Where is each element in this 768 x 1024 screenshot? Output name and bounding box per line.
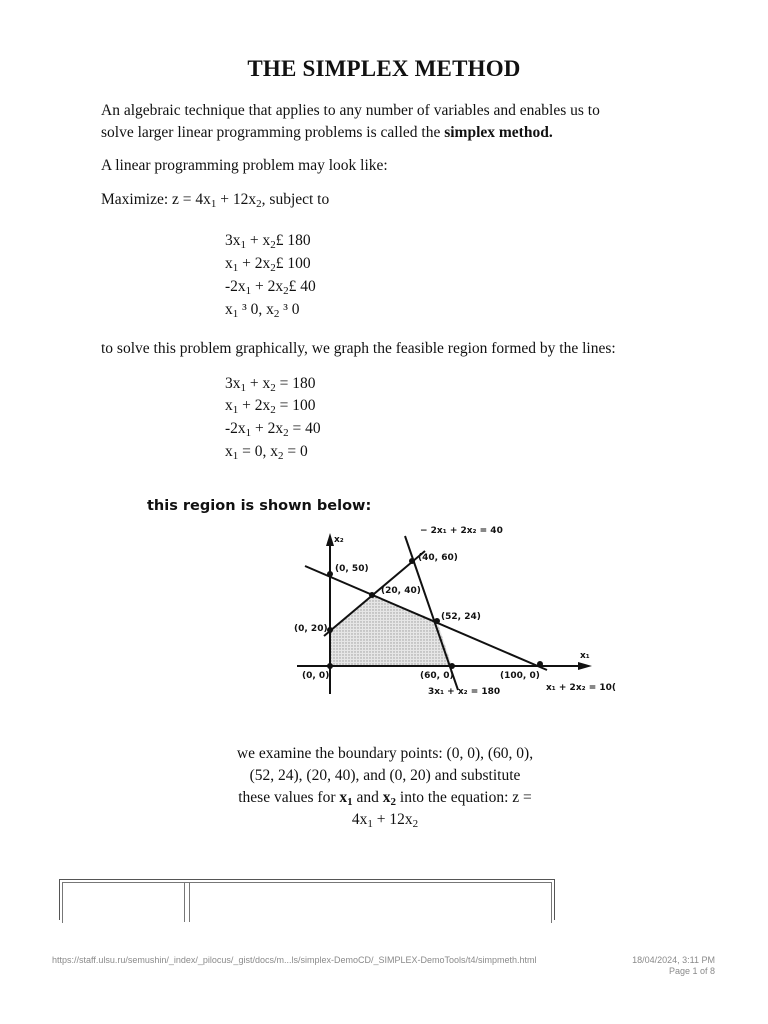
page-title: THE SIMPLEX METHOD bbox=[247, 56, 521, 81]
term: + 2x bbox=[238, 255, 271, 272]
subscript: 1 bbox=[210, 198, 217, 210]
objective-mid: + 12x bbox=[216, 191, 257, 208]
term: -2x bbox=[225, 278, 246, 295]
footer-datetime: 18/04/2024, 3:11 PM bbox=[632, 955, 715, 965]
line-label-3x1-x2: 3x₁ + x₂ = 180 bbox=[428, 687, 501, 697]
subscript: 1 bbox=[245, 427, 252, 439]
vertex-point bbox=[537, 661, 543, 667]
term: x bbox=[225, 397, 233, 414]
examine-and: and bbox=[352, 789, 383, 806]
vertex-point bbox=[434, 618, 440, 624]
point-label: (0, 0) bbox=[302, 671, 330, 681]
table-column-separator bbox=[184, 882, 190, 922]
subscript: 1 bbox=[347, 796, 353, 808]
subscript: 2 bbox=[278, 450, 284, 462]
examine-paragraph bbox=[200, 743, 570, 831]
var-x1: x bbox=[339, 789, 348, 806]
subscript: 1 bbox=[232, 262, 239, 274]
term: = 0 bbox=[283, 443, 308, 460]
may-look-text: A linear programming problem may look like: bbox=[101, 157, 388, 174]
footer-url: https://staff.ulsu.ru/semushin/_index/_pilocus/_gist/docs/m...ls/simplex-DemoCD/_SIMPLEX-DemoTools/t4/simpmeth.html bbox=[52, 955, 537, 965]
term: x bbox=[225, 301, 233, 318]
term: x bbox=[225, 443, 233, 460]
x-axis-label: x₁ bbox=[580, 651, 590, 661]
vertex-point bbox=[327, 663, 333, 669]
point-label: (0, 20) bbox=[294, 624, 328, 634]
term: + 2x bbox=[251, 278, 284, 295]
subscript: 1 bbox=[240, 382, 246, 394]
point-label: (100, 0) bbox=[500, 671, 540, 681]
term: x bbox=[225, 255, 233, 272]
y-axis-arrow-icon bbox=[326, 533, 334, 546]
line-label-x1-2x2: x₁ + 2x₂ = 10( bbox=[546, 683, 617, 693]
footer-page-number: Page 1 of 8 bbox=[668, 966, 715, 976]
subscript: 2 bbox=[390, 796, 397, 808]
subscript: 1 bbox=[240, 239, 246, 251]
table-inner-border bbox=[62, 882, 552, 923]
examine-line-3b: into the equation: z = bbox=[396, 789, 532, 806]
term: + 2x bbox=[238, 397, 271, 414]
examine-line-1: we examine the boundary points: (0, 0), (60, 0), bbox=[236, 745, 534, 762]
subscript: 2 bbox=[273, 308, 280, 320]
subscript: 2 bbox=[283, 427, 289, 439]
subscript: 2 bbox=[256, 198, 262, 210]
term: £ 40 bbox=[288, 278, 316, 295]
term: 3x bbox=[225, 375, 241, 392]
subscript: 1 bbox=[232, 308, 239, 320]
term: ³ 0 bbox=[279, 301, 300, 318]
term: = 0, x bbox=[238, 443, 278, 460]
intro-bold-term: simplex method. bbox=[444, 124, 553, 141]
point-label: (20, 40) bbox=[381, 586, 421, 596]
vertex-point bbox=[369, 592, 375, 598]
point-label: (52, 24) bbox=[441, 612, 481, 622]
line-label-neg2x1-2x2: − 2x₁ + 2x₂ = 40 bbox=[420, 526, 503, 536]
subscript: 1 bbox=[367, 818, 373, 830]
var-x2: x bbox=[382, 789, 391, 806]
x-axis-arrow-icon bbox=[578, 662, 592, 670]
subscript: 2 bbox=[270, 239, 276, 251]
intro-line-2: solve larger linear programming problems is called the bbox=[101, 124, 445, 141]
term: 3x bbox=[225, 232, 241, 249]
vertex-point bbox=[409, 558, 415, 564]
examine-line-4a: 4x bbox=[351, 811, 368, 828]
term: = 100 bbox=[275, 397, 316, 414]
subscript: 1 bbox=[245, 285, 252, 297]
objective-prefix: Maximize: z = 4x bbox=[101, 191, 211, 208]
vertex-point bbox=[327, 571, 333, 577]
term: £ 100 bbox=[275, 255, 311, 272]
vertex-point bbox=[449, 663, 455, 669]
term: + x bbox=[246, 232, 271, 249]
subscript: 2 bbox=[270, 404, 276, 416]
subscript: 2 bbox=[270, 382, 276, 394]
subscript: 2 bbox=[283, 285, 289, 297]
subscript: 2 bbox=[412, 818, 419, 830]
vertex-point bbox=[327, 627, 333, 633]
term: + x bbox=[246, 375, 271, 392]
term: = 180 bbox=[275, 375, 316, 392]
subscript: 2 bbox=[270, 262, 276, 274]
figure-heading: this region is shown below: bbox=[147, 498, 372, 514]
intro-line-1: An algebraic technique that applies to any number of variables and enables us to bbox=[101, 102, 600, 119]
point-label: (60, 0) bbox=[420, 671, 454, 681]
examine-line-2: (52, 24), (20, 40), and (0, 20) and substitute bbox=[249, 767, 521, 784]
point-label: (0, 50) bbox=[335, 564, 369, 574]
graph-intro-text: to solve this problem graphically, we graph the feasible region formed by the lines: bbox=[101, 340, 616, 357]
subscript: 1 bbox=[232, 450, 239, 462]
term: -2x bbox=[225, 420, 246, 437]
subscript: 1 bbox=[232, 404, 239, 416]
examine-line-3a: these values for bbox=[238, 789, 340, 806]
examine-line-4b: + 12x bbox=[372, 811, 413, 828]
term: + 2x bbox=[251, 420, 284, 437]
term: £ 180 bbox=[275, 232, 311, 249]
y-axis-label: x₂ bbox=[334, 535, 344, 545]
point-label: (40, 60) bbox=[418, 553, 458, 563]
term: = 40 bbox=[288, 420, 321, 437]
term: ³ 0, x bbox=[238, 301, 274, 318]
objective-suffix: , subject to bbox=[261, 191, 330, 208]
feasible-region bbox=[330, 595, 452, 666]
